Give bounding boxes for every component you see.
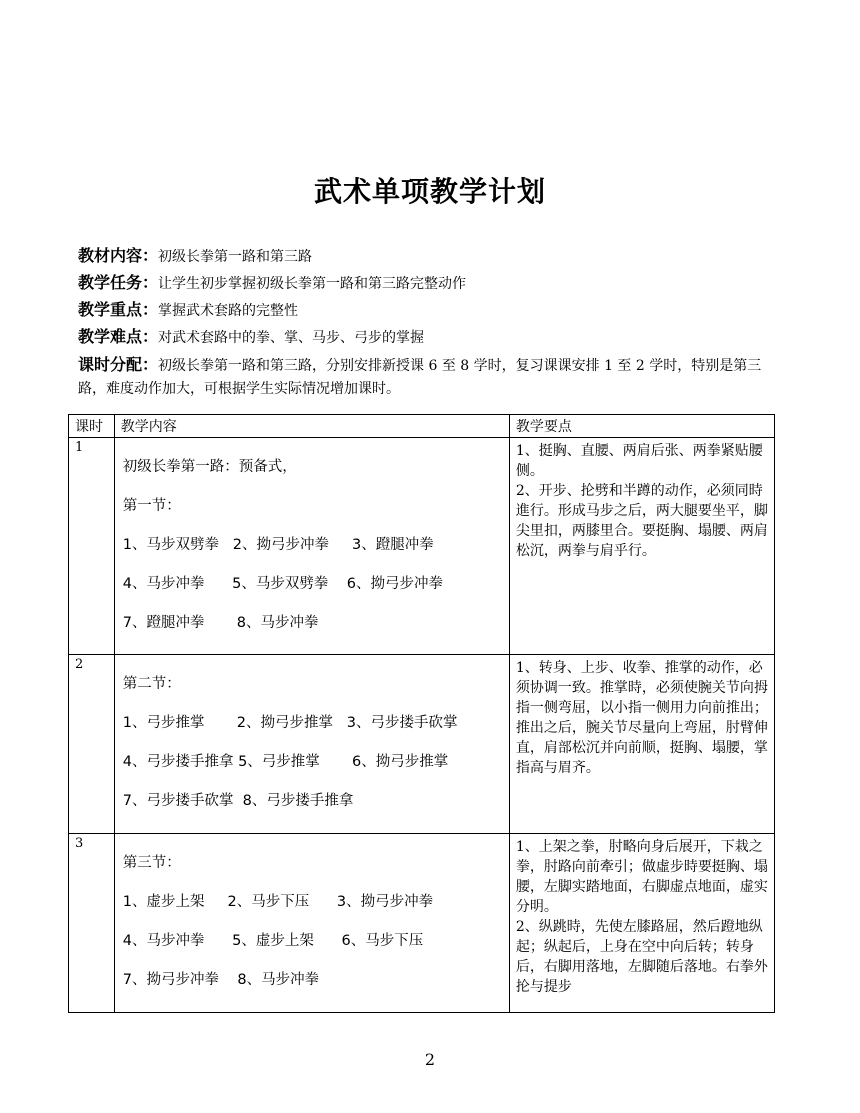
meta-hours-label: 课时分配：	[78, 355, 159, 374]
meta-task	[78, 270, 788, 297]
point-item: 1、挺胸、直腰、两肩后张、两拳紧贴腰侧。	[515, 443, 763, 479]
point-item: 2、纵跳時，先使左膝路屈，然后蹬地纵起；纵起后，上身在空中向后转；转身后，右脚用落地，左脚随后落地。右拳外抡与提步	[515, 919, 768, 995]
content-line: 4、马步冲拳 5、马步双劈拳 6、拗弓步冲拳	[122, 576, 444, 592]
meta-focus-label: 教学重点：	[78, 300, 159, 319]
lesson-number: 1	[69, 438, 115, 655]
meta-difficulty-value: 对武术套路中的拳、掌、马步、弓步的掌握	[158, 330, 425, 346]
content-line: 1、马步双劈拳 2、拗弓步冲拳 3、蹬腿冲拳	[122, 537, 434, 553]
lesson-content	[114, 834, 509, 1013]
content-line: 4、弓步搂手推拿 5、弓步推掌 6、拗弓步推掌	[122, 754, 449, 770]
points-clip	[516, 837, 768, 1005]
point-item: 1、转身、上步、收拳、推掌的动作，必须协调一致。推掌時，必须使腕关节向拇指一侧弯屈，以小指一侧用力向前推出；推出之后，腕关节尽量向上弯屈，肘臂伸直，肩部松沉并向前顺，挺胸、塌腰，掌指高与眉齐。	[515, 660, 768, 776]
plan-meta	[78, 243, 788, 401]
meta-material-value: 初级长拳第一路和第三路	[158, 249, 313, 265]
point-item: 1、上架之拳，肘略向身后展开，下栽之拳，肘路向前牽引；做虛步時要挺胸、塌腰，左脚实踏地面，右脚虚点地面，虚实分明。	[515, 839, 768, 915]
content-line: 第三节：	[122, 855, 181, 871]
header-points: 教学要点	[509, 415, 774, 438]
meta-material-label: 教材内容：	[78, 246, 159, 265]
page-title: 武术单项教学计划	[313, 175, 546, 208]
meta-difficulty	[78, 324, 788, 351]
content-line: 初级长拳第一路：预备式，	[122, 459, 297, 475]
table-header-row	[69, 415, 775, 438]
content-line: 1、虚步上架 2、马步下压 3、拗弓步冲拳	[122, 894, 434, 910]
table-row	[69, 655, 775, 834]
lesson-content	[114, 655, 509, 834]
point-item: 2、开步、抡劈和半蹲的动作，必须同時進行。形成马步之后，两大腿要坐平，脚尖里扣，两膝里合。要挺胸、塌腰、两肩松沉，两拳与肩乎行。	[515, 483, 768, 559]
meta-task-label: 教学任务：	[78, 273, 159, 292]
table-row	[69, 438, 775, 655]
meta-focus	[78, 297, 788, 324]
content-line: 1、弓步推掌 2、拗弓步推掌 3、弓步搂手砍掌	[122, 715, 458, 731]
header-content: 教学内容	[114, 415, 509, 438]
content-line: 7、弓步搂手砍掌 8、弓步搂手推拿	[122, 793, 354, 809]
content-line: 第一节：	[122, 498, 181, 514]
page-number: 2	[424, 1050, 436, 1069]
meta-focus-value: 掌握武术套路的完整性	[158, 303, 299, 319]
lesson-content	[114, 438, 509, 655]
content-line: 7、蹬腿冲拳 8、马步冲拳	[122, 615, 319, 631]
meta-hours	[78, 353, 788, 401]
meta-material	[78, 243, 788, 270]
meta-hours-value: 初级长拳第一路和第三路，分别安排新授课 6 至 8 学时，复习课课安排 1 至 2 学时，特别是第三路，难度动作加大，可根据学生实际情况增加课时。	[78, 358, 762, 397]
table-row	[69, 834, 775, 1013]
meta-task-value: 让学生初步掌握初级长拳第一路和第三路完整动作	[158, 276, 467, 292]
lesson-points	[509, 834, 774, 1013]
header-lesson: 课时	[69, 415, 115, 438]
content-line: 第二节：	[122, 676, 181, 692]
lesson-points	[509, 438, 774, 655]
lesson-number: 2	[69, 655, 115, 834]
meta-difficulty-label: 教学难点：	[78, 327, 159, 346]
content-line: 7、拗弓步冲拳 8、马步冲拳	[122, 972, 320, 988]
lesson-points	[509, 655, 774, 834]
lesson-number: 3	[69, 834, 115, 1013]
plan-table	[68, 414, 775, 1013]
content-line: 4、马步冲拳 5、虚步上架 6、马步下压	[122, 933, 424, 949]
